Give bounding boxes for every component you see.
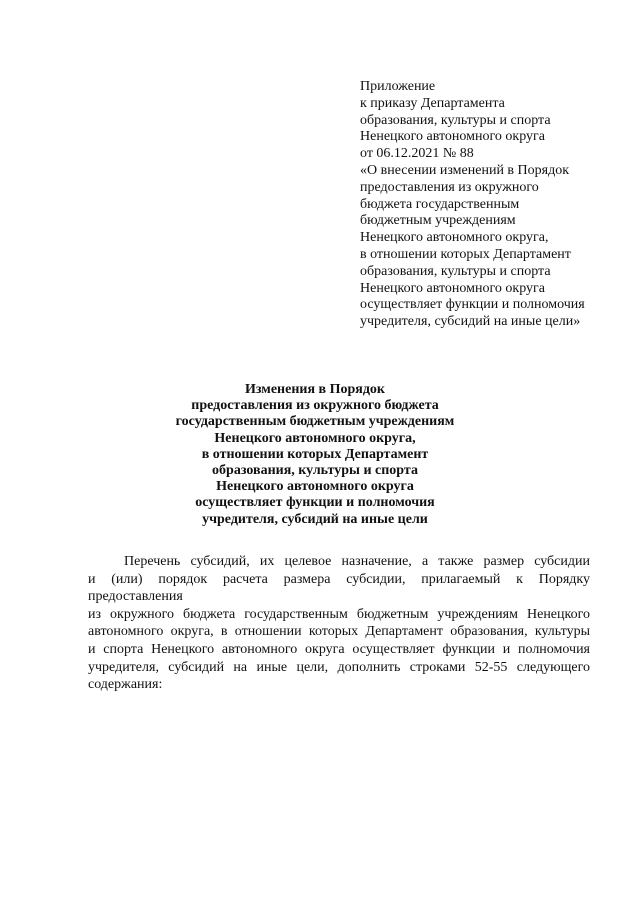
appendix-line: учредителя, субсидий на иные цели» <box>360 314 581 330</box>
appendix-line: образования, культуры и спорта <box>360 263 551 279</box>
body-line: и (или) порядок расчета размера субсидии, прилагаемый к Порядку предоставления <box>88 571 590 605</box>
body-line: учредителя, субсидий на иные цели, дополнить строками 52-55 следующего <box>88 659 590 675</box>
appendix-line: бюджетным учреждениям <box>360 213 516 229</box>
appendix-line: к приказу Департамента <box>360 95 505 111</box>
appendix-line: предоставления из окружного <box>360 179 539 195</box>
appendix-line: бюджета государственным <box>360 196 520 212</box>
body-line: и спорта Ненецкого автономного округа осуществляет функции и полномочия <box>88 641 590 657</box>
document-title <box>150 382 480 528</box>
body-line: автономного округа, в отношении которых Департамент образования, культуры <box>88 624 590 640</box>
title-line: Ненецкого автономного округа <box>216 479 414 495</box>
appendix-line: образования, культуры и спорта <box>360 112 551 128</box>
appendix-line: осуществляет функции и полномочия <box>360 297 585 313</box>
appendix-line: в отношении которых Департамент <box>360 246 571 262</box>
title-line: Изменения в Порядок <box>244 382 385 397</box>
body-line: Перечень субсидий, их целевое назначение, а также размер субсидии <box>124 554 590 569</box>
title-line: учредителя, субсидий на иные цели <box>202 511 428 527</box>
appendix-line: Приложение <box>360 79 436 94</box>
appendix-header <box>360 79 620 331</box>
title-line: образования, культуры и спорта <box>212 463 418 479</box>
title-line: Ненецкого автономного округа, <box>214 430 416 446</box>
title-line: предоставления из окружного бюджета <box>191 398 439 414</box>
title-line: в отношении которых Департамент <box>201 446 429 462</box>
appendix-line: Ненецкого автономного округа <box>360 129 545 145</box>
body-paragraph <box>88 553 590 694</box>
appendix-line: от 06.12.2021 № 88 <box>360 146 474 162</box>
appendix-line: Ненецкого автономного округа, <box>360 230 549 246</box>
appendix-line: Ненецкого автономного округа <box>360 280 545 296</box>
title-line: государственным бюджетным учреждениям <box>175 414 455 430</box>
appendix-line: «О внесении изменений в Порядок <box>360 162 570 178</box>
body-line: содержания: <box>88 677 163 693</box>
title-line: осуществляет функции и полномочия <box>195 495 435 511</box>
body-line: из окружного бюджета государственным бюджетным учреждениям Ненецкого <box>88 606 590 622</box>
